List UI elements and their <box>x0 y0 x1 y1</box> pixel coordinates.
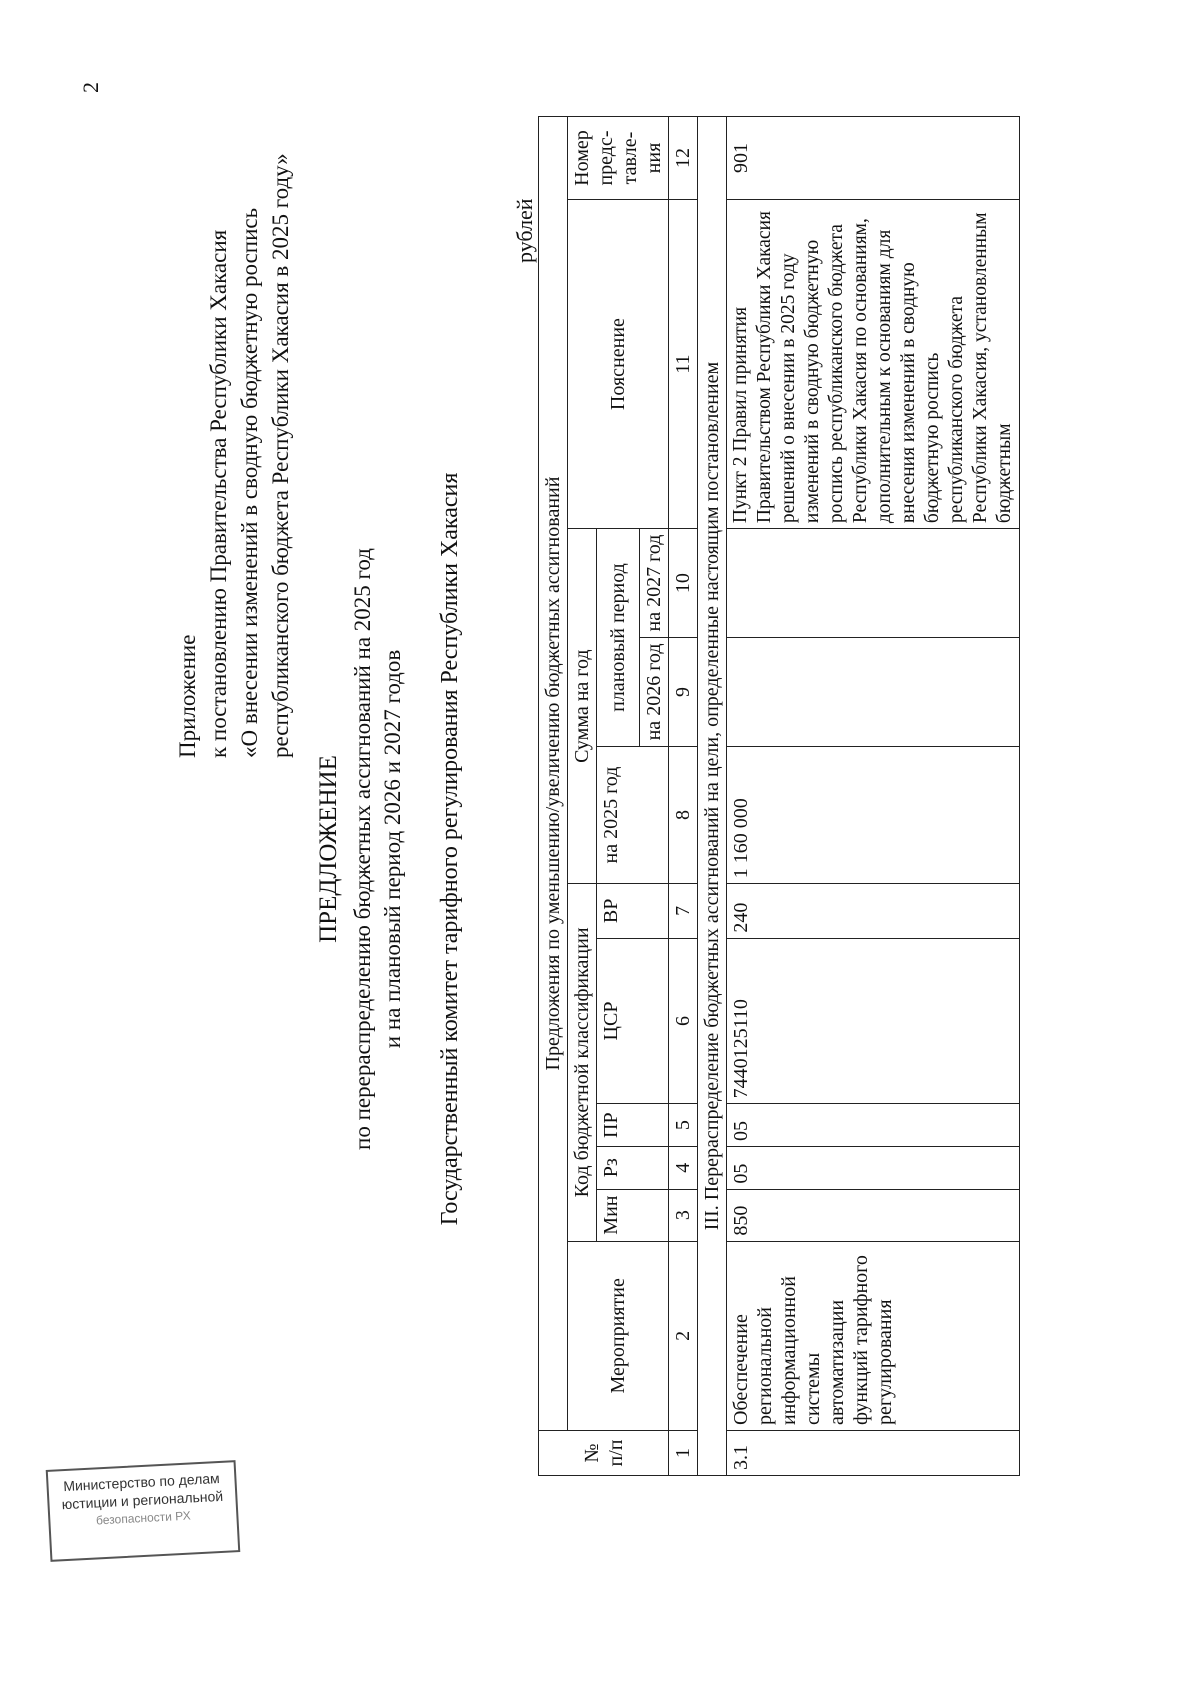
section-title: III. Перераспределение бюджетных ассигнований на цели, определенные настоящим постановлением <box>698 117 727 1476</box>
column-number: 1 <box>669 1431 698 1476</box>
header-2027: на 2027 год <box>640 529 669 638</box>
section-row <box>698 117 727 1476</box>
column-number: 9 <box>669 638 698 747</box>
row-vr: 240 <box>727 884 1020 938</box>
row-activity: Обеспечение региональной информационной системы автоматизации функций тарифного регулирования <box>727 1241 1020 1430</box>
stamp-line: юстиции и региональной <box>61 1487 224 1513</box>
appendix-header <box>172 153 296 758</box>
stamp-line: Министерство по делам <box>62 1469 221 1495</box>
header-plan-period: плановый период <box>597 529 640 747</box>
column-number: 2 <box>669 1241 698 1430</box>
row-submission: 901 <box>727 117 1020 200</box>
units-label: рублей <box>512 198 537 263</box>
row-min: 850 <box>727 1189 1020 1241</box>
header-sum-group: Сумма на год <box>568 529 597 884</box>
column-number: 12 <box>669 117 698 200</box>
header-num: № п/п <box>539 1431 669 1476</box>
header-group: Предложения по уменьшению/увеличению бюджетных ассигнований <box>539 117 568 1431</box>
column-number: 6 <box>669 938 698 1104</box>
row-explanation: Пункт 2 Правил принятия Правительством Республики Хакасия решений о внесении в 2025 году изменений в сводную бюджетную роспись республиканского бюджета Республики Хакасия по основаниям, дополнительным к основаниям для внесения изменений в сводную бюджетную роспись республиканского бюджета Республики Хакасия, установленным бюджетным <box>727 200 1020 529</box>
header-min: Мин <box>597 1189 669 1241</box>
header-vr: ВР <box>597 884 669 938</box>
document-subtitle <box>348 0 408 1698</box>
row-rz: 05 <box>727 1146 1020 1189</box>
column-number: 10 <box>669 529 698 638</box>
row-2025: 1 160 000 <box>727 746 1020 883</box>
column-number: 8 <box>669 746 698 883</box>
agency-name: Государственный комитет тарифного регулирования Республики Хакасия <box>437 472 463 1226</box>
row-pr: 05 <box>727 1104 1020 1147</box>
header-2025: на 2025 год <box>597 746 669 883</box>
appendix-line: республиканского бюджета Республики Хакасия в 2025 году» <box>268 153 293 758</box>
header-pr: ПР <box>597 1104 669 1147</box>
column-number: 3 <box>669 1189 698 1241</box>
column-number-row <box>669 117 698 1476</box>
table-row <box>727 117 1020 1476</box>
column-number: 7 <box>669 884 698 938</box>
header-activity: Мероприятие <box>568 1241 669 1430</box>
header-2026: на 2026 год <box>640 638 669 747</box>
page-number: 2 <box>78 82 103 93</box>
header-submission: Номер предс-тавле-ния <box>568 117 669 200</box>
appendix-line: Приложение <box>175 634 200 758</box>
row-csr: 7440125110 <box>727 938 1020 1104</box>
appendix-line: к постановлению Правительства Республики Хакасия <box>206 229 231 758</box>
header-code-group: Код бюджетной классификации <box>568 884 597 1241</box>
row-num: 3.1 <box>727 1431 1020 1476</box>
document-title: ПРЕДЛОЖЕНИЕ <box>315 755 342 943</box>
subtitle-line: по перераспределению бюджетных ассигнований на 2025 год <box>350 548 375 1150</box>
row-2027 <box>727 529 1020 638</box>
row-2026 <box>727 638 1020 747</box>
column-number: 4 <box>669 1146 698 1189</box>
budget-table <box>538 116 1020 1476</box>
header-explanation: Пояснение <box>568 200 669 529</box>
column-number: 11 <box>669 200 698 529</box>
header-rz: Рз <box>597 1146 669 1189</box>
column-number: 5 <box>669 1104 698 1147</box>
stamp-line: безопасности РХ <box>95 1508 191 1528</box>
subtitle-line: и на плановый период 2026 и 2027 годов <box>380 649 405 1049</box>
appendix-line: «О внесении изменений в сводную бюджетную роспись <box>237 207 262 758</box>
header-csr: ЦСР <box>597 938 669 1104</box>
ministry-stamp <box>46 1460 241 1562</box>
